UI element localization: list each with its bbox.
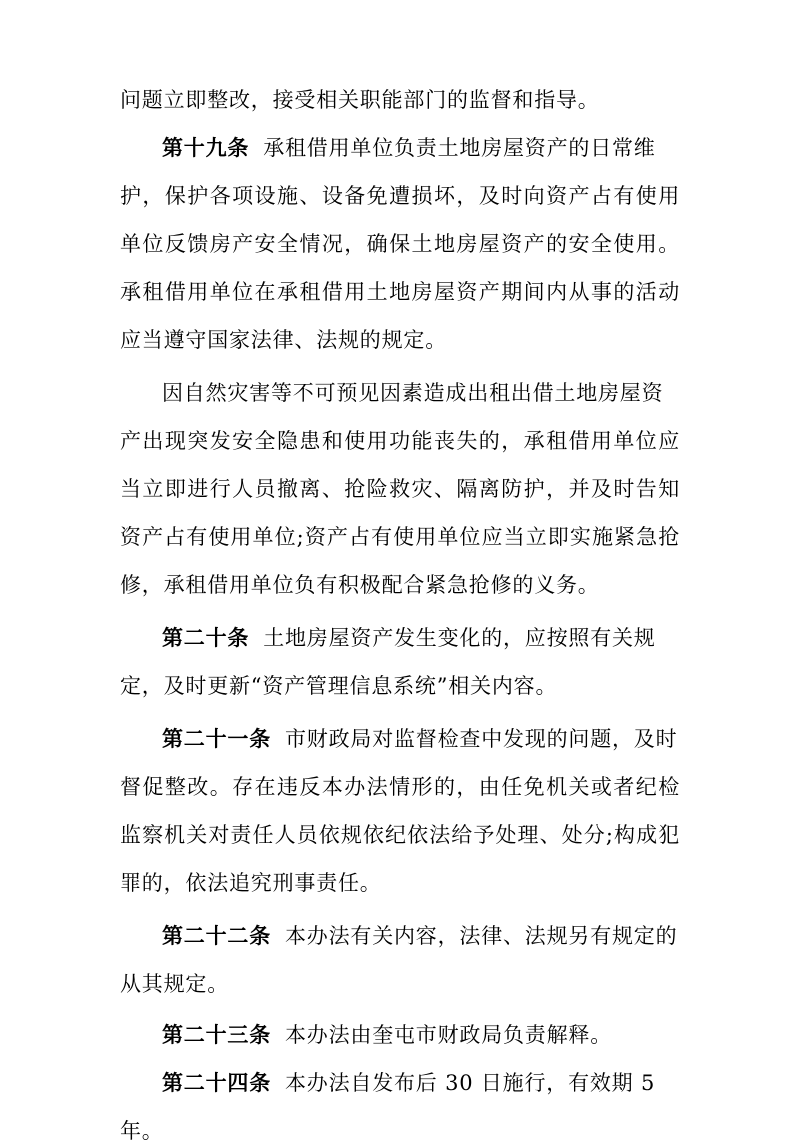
paragraph-disaster-line-5 — [120, 570, 680, 600]
article-21-line-3 — [120, 820, 680, 850]
article-22-line-2 — [120, 969, 680, 999]
line-text: 督促整改。存在违反本办法情形的，由任免机关或者纪检 — [120, 775, 680, 799]
article-19-line-1 — [162, 133, 680, 163]
paragraph-disaster-line-2 — [120, 426, 680, 456]
line-text: 护，保护各项设施、设备免遭损坏，及时向资产占有使用 — [120, 184, 680, 208]
line-text: 单位反馈房产安全情况，确保土地房屋资产的安全使用。 — [120, 232, 680, 256]
article-heading-20: 第二十条 — [162, 626, 250, 650]
article-heading-21: 第二十一条 — [162, 727, 271, 751]
article-23-line-1 — [162, 1020, 680, 1050]
article-21-line-4 — [120, 868, 680, 898]
article-19-line-3 — [120, 229, 680, 259]
line-text: 承租借用单位负责土地房屋资产的日常维 — [263, 136, 656, 160]
article-19-line-4 — [120, 277, 680, 307]
line-text: 当立即进行人员撤离、抢险救灾、隔离防护，并及时告知 — [120, 477, 680, 501]
article-19-line-2 — [120, 181, 680, 211]
line-text: 监察机关对责任人员依规依纪依法给予处理、处分;构成犯 — [120, 823, 680, 847]
paragraph-line-1 — [120, 85, 680, 115]
article-19-line-5 — [120, 325, 680, 355]
line-text: 产出现突发安全隐患和使用功能丧失的，承租借用单位应 — [120, 429, 680, 453]
article-22-line-1 — [162, 921, 680, 951]
article-24-line-1 — [162, 1068, 680, 1098]
line-text: 土地房屋资产发生变化的，应按照有关规 — [263, 626, 656, 650]
article-heading: 第二十四条 — [162, 1071, 271, 1095]
article-20-line-2 — [120, 671, 680, 701]
line-text: 市财政局对监督检查中发现的问题，及时 — [285, 727, 678, 751]
line-text: 问题立即整改，接受相关职能部门的监督和指导。 — [120, 88, 600, 112]
article-21-line-2 — [120, 772, 680, 802]
paragraph-disaster-line-1 — [162, 378, 680, 408]
line-text: 资产占有使用单位;资产占有使用单位应当立即实施紧急抢 — [120, 525, 680, 549]
article-20-line-1 — [162, 623, 680, 653]
line-text: 定，及时更新“资产管理信息系统”相关内容。 — [120, 674, 558, 698]
line-text: 应当遵守国家法律、法规的规定。 — [120, 328, 447, 352]
line-text: 修，承租借用单位负有积极配合紧急抢修的义务。 — [120, 573, 600, 597]
line-text: 年。 — [120, 1119, 164, 1143]
article-24-line-2 — [120, 1116, 680, 1146]
line-text: 罪的，依法追究刑事责任。 — [120, 871, 382, 895]
line-text: 本办法有关内容，法律、法规另有规定的 — [285, 924, 678, 948]
article-21-line-1 — [162, 724, 680, 754]
article-heading: 第二十三条 — [162, 1023, 271, 1047]
line-text: 本办法由奎屯市财政局负责解释。 — [285, 1023, 612, 1047]
article-heading-19: 第十九条 — [162, 136, 250, 160]
line-text: 承租借用单位在承租借用土地房屋资产期间内从事的活动 — [120, 280, 680, 304]
line-text: 本办法自发布后 30 日施行，有效期 5 — [285, 1071, 656, 1095]
line-text: 从其规定。 — [120, 972, 229, 996]
paragraph-disaster-line-4 — [120, 522, 680, 552]
article-heading-22: 第二十二条 — [162, 924, 271, 948]
line-text: 因自然灾害等不可预见因素造成出租出借土地房屋资 — [162, 381, 664, 405]
paragraph-disaster-line-3 — [120, 474, 680, 504]
